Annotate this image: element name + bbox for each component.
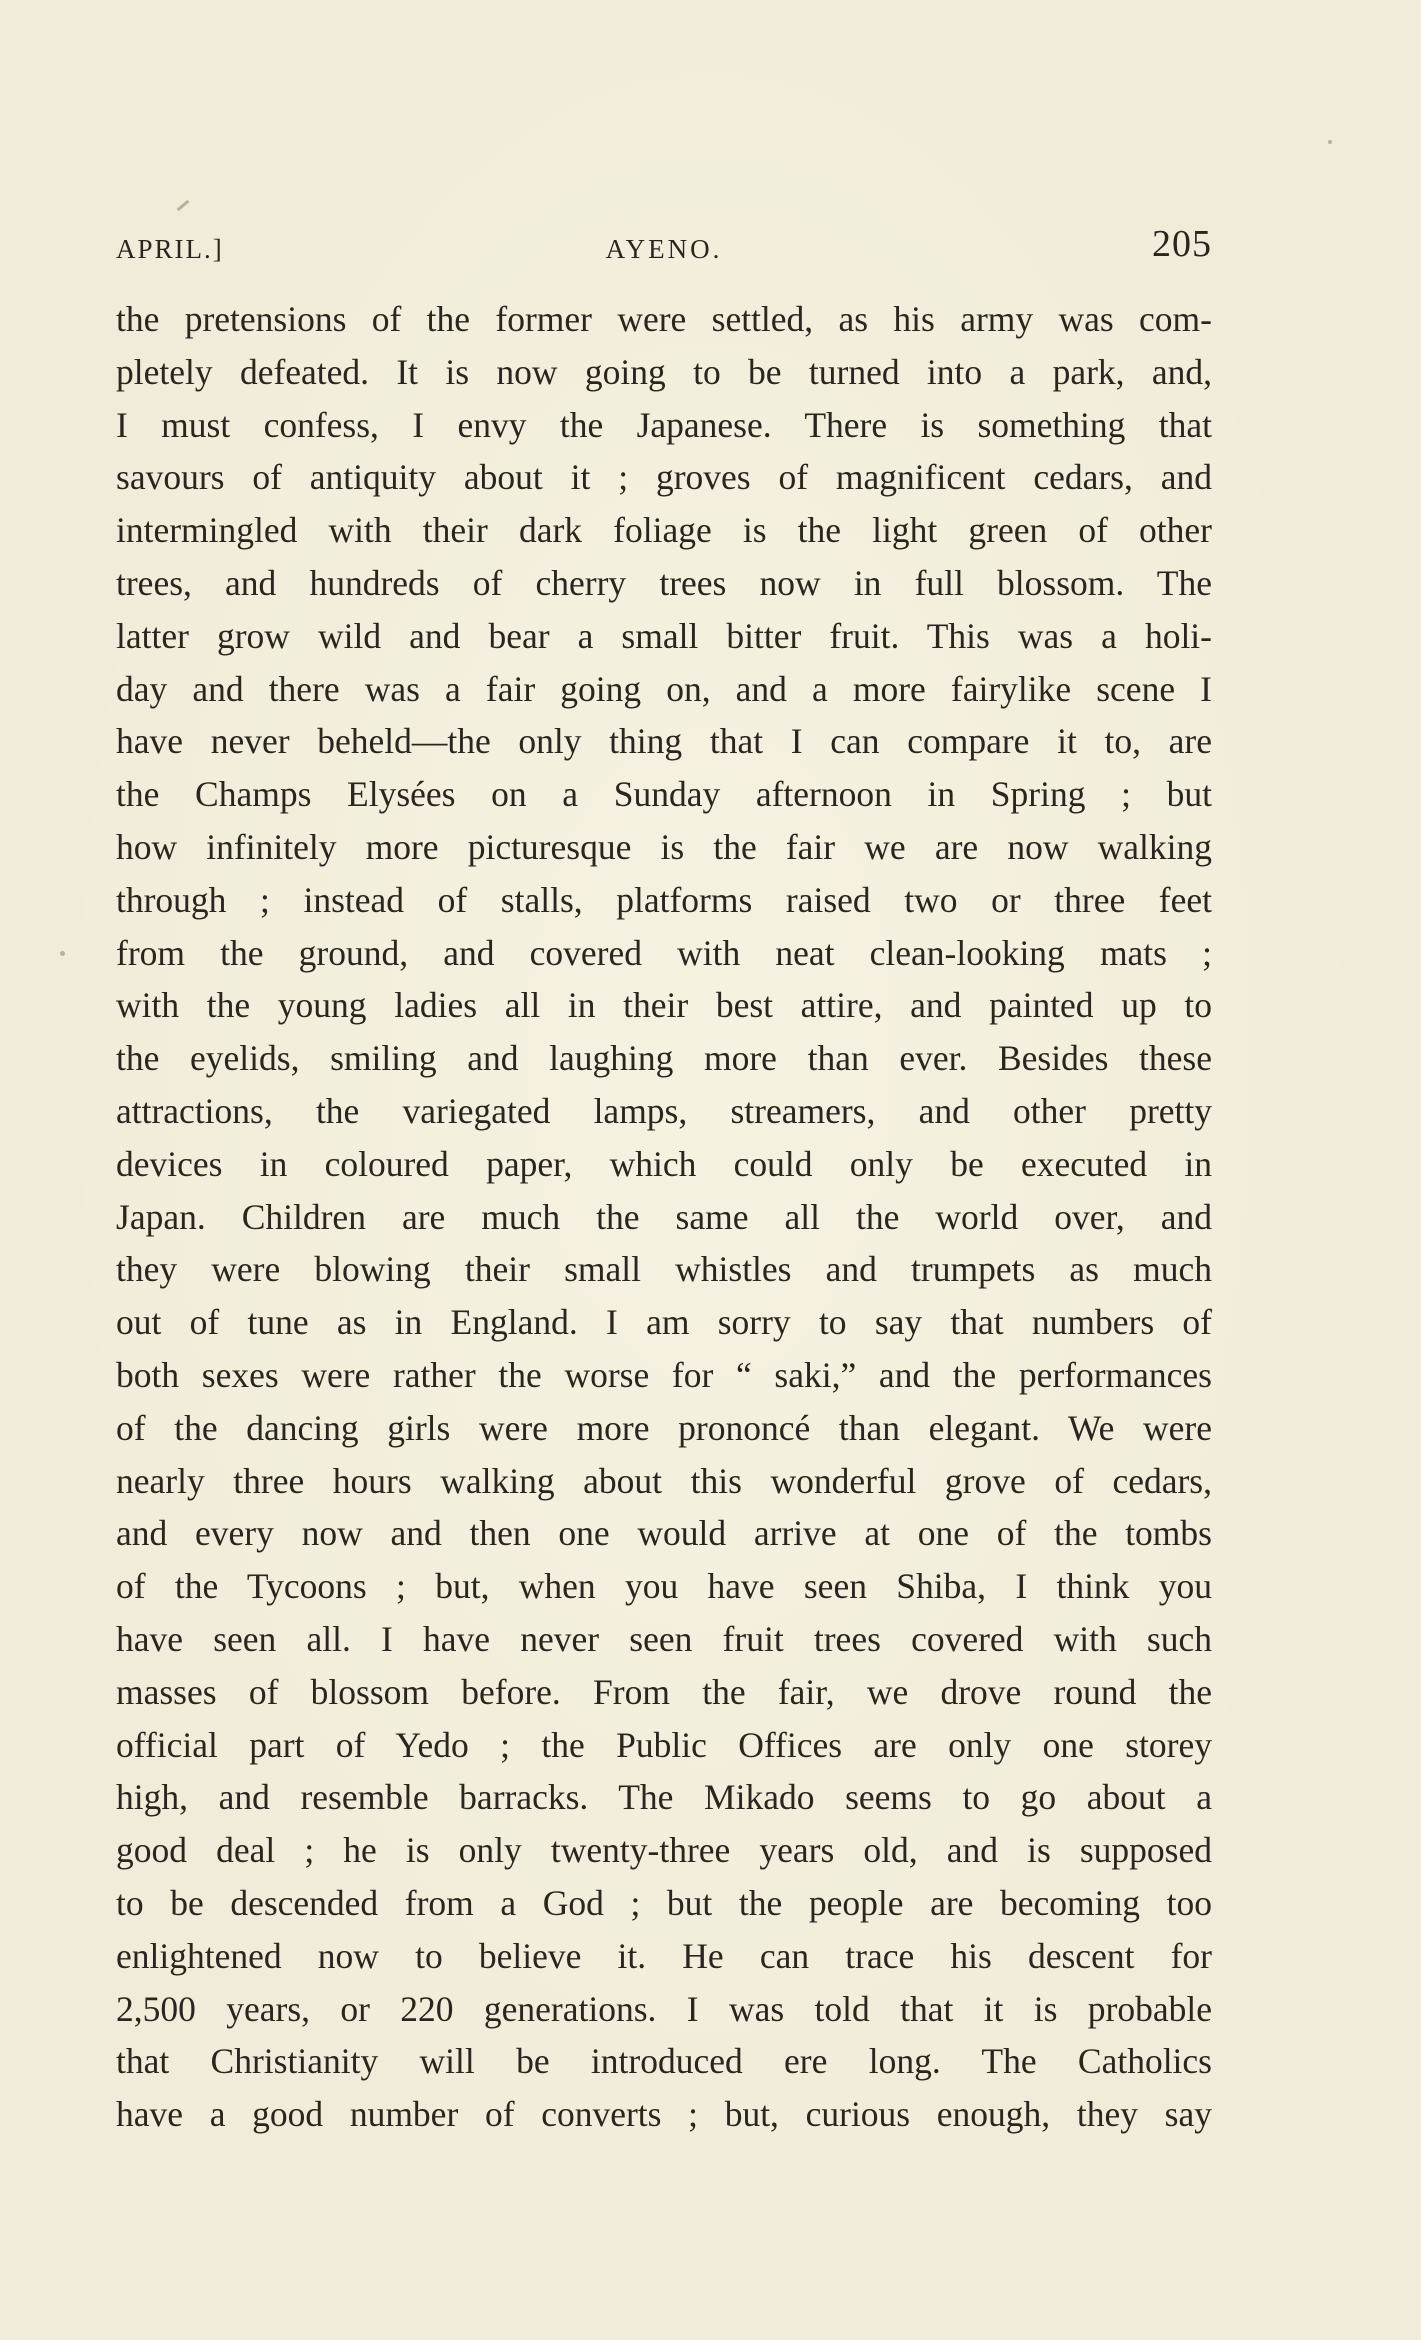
text-line: have seen all. I have never seen fruit trees covered with such (116, 1618, 1212, 1659)
text-line: have a good number of converts ; but, curious enough, they say (116, 2094, 1212, 2135)
body-text (116, 293, 1212, 2141)
text-line: that Christianity will be introduced ere long. The Catholics (116, 2041, 1212, 2082)
text-line: enlightened now to believe it. He can trace his descent for (116, 1935, 1212, 1976)
running-header (116, 222, 1212, 272)
text-line: Japan. Children are much the same all the world over, and (116, 1196, 1212, 1237)
text-line: they were blowing their small whistles and trumpets as much (116, 1249, 1212, 1290)
text-line: I must confess, I envy the Japanese. There is something that (116, 404, 1212, 445)
text-line: the eyelids, smiling and laughing more than ever. Besides these (116, 1038, 1212, 1079)
ink-mark (177, 200, 190, 211)
text-line: with the young ladies all in their best attire, and painted up to (116, 985, 1212, 1026)
text-line: out of tune as in England. I am sorry to say that numbers of (116, 1302, 1212, 1343)
text-line: masses of blossom before. From the fair, we drove round the (116, 1671, 1212, 1712)
text-line: from the ground, and covered with neat clean-looking mats ; (116, 932, 1212, 973)
text-line: pletely defeated. It is now going to be turned into a park, and, (116, 351, 1212, 392)
text-line: official part of Yedo ; the Public Offices are only one storey (116, 1724, 1212, 1765)
running-head-title: AYENO. (605, 234, 723, 264)
text-line: day and there was a fair going on, and a more fairylike scene I (116, 668, 1212, 709)
text-line: high, and resemble barracks. The Mikado seems to go about a (116, 1777, 1212, 1818)
text-line: the Champs Elysées on a Sunday afternoon in Spring ; but (116, 774, 1212, 815)
text-line: to be descended from a God ; but the people are becoming too (116, 1882, 1212, 1923)
running-head-left: APRIL.] (116, 234, 224, 264)
text-line: good deal ; he is only twenty-three years old, and is supposed (116, 1830, 1212, 1871)
text-line: 2,500 years, or 220 generations. I was told that it is probable (116, 1988, 1212, 2029)
text-line: intermingled with their dark foliage is the light green of other (116, 510, 1212, 551)
text-line: trees, and hundreds of cherry trees now in full blossom. The (116, 562, 1212, 603)
text-line: of the dancing girls were more prononcé than elegant. We were (116, 1407, 1212, 1448)
paper-speck (1328, 140, 1332, 144)
paper-speck (60, 951, 65, 956)
page-number: 205 (1152, 223, 1212, 265)
text-line: have never beheld—the only thing that I can compare it to, are (116, 721, 1212, 762)
text-line: savours of antiquity about it ; groves of magnificent cedars, and (116, 457, 1212, 498)
text-line: how infinitely more picturesque is the fair we are now walking (116, 826, 1212, 867)
text-line: of the Tycoons ; but, when you have seen Shiba, I think you (116, 1566, 1212, 1607)
text-line: latter grow wild and bear a small bitter fruit. This was a holi- (116, 615, 1212, 656)
text-line: nearly three hours walking about this wonderful grove of cedars, (116, 1460, 1212, 1501)
text-line: devices in coloured paper, which could only be executed in (116, 1143, 1212, 1184)
text-line: attractions, the variegated lamps, streamers, and other pretty (116, 1090, 1212, 1131)
text-line: and every now and then one would arrive at one of the tombs (116, 1513, 1212, 1554)
text-line: through ; instead of stalls, platforms raised two or three feet (116, 879, 1212, 920)
text-line: the pretensions of the former were settled, as his army was com- (116, 299, 1212, 339)
text-line: both sexes were rather the worse for “ saki,” and the performances (116, 1354, 1212, 1395)
